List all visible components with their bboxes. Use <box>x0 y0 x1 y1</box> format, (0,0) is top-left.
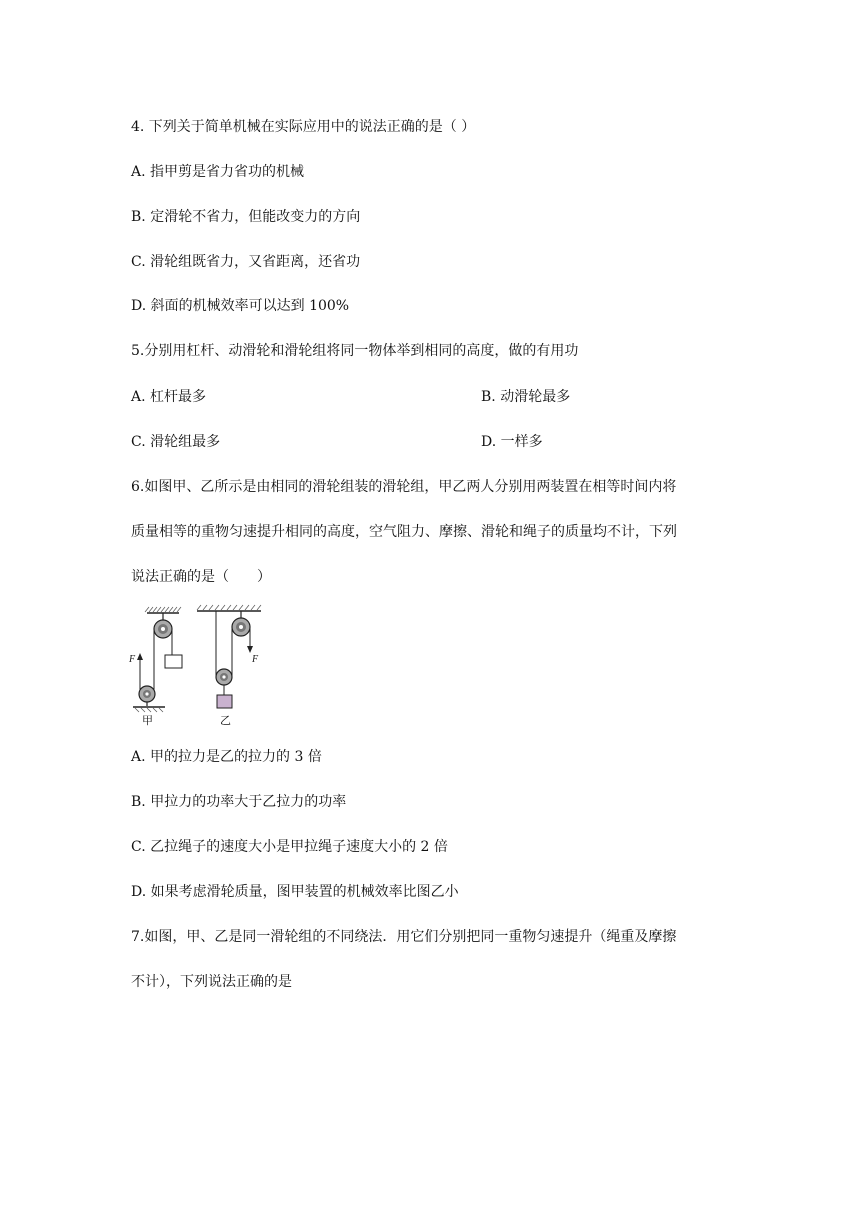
question-7-stem-line-2: 不计），下列说法正确的是 <box>131 974 292 990</box>
pulley-diagram <box>125 603 275 728</box>
question-6-option-d: D. 如果考虑滑轮质量，图甲装置的机械效率比图乙小 <box>131 884 459 900</box>
question-6-stem-line-2: 质量相等的重物匀速提升相同的高度，空气阻力、摩擦、滑轮和绳子的质量均不计，下列 <box>131 524 677 540</box>
question-4-stem: 4. 下列关于简单机械在实际应用中的说法正确的是（ ） <box>131 119 476 135</box>
label-yi: 乙 <box>220 714 231 727</box>
force-label-right: F <box>252 654 259 665</box>
pulley-figure <box>125 603 275 732</box>
question-6-option-b: B. 甲拉力的功率大于乙拉力的功率 <box>131 794 347 810</box>
question-7-stem-line-1: 7.如图，甲、乙是同一滑轮组的不同绕法．用它们分别把同一重物匀速提升（绳重及摩擦 <box>131 929 677 945</box>
question-5-stem: 5.分别用杠杆、动滑轮和滑轮组将同一物体举到相同的高度，做的有用功 <box>131 343 579 359</box>
question-4-option-b: B. 定滑轮不省力，但能改变力的方向 <box>131 209 361 225</box>
force-label-left: F <box>129 654 136 665</box>
question-4-option-a: A. 指甲剪是省力省功的机械 <box>131 164 305 180</box>
question-5-option-a: A. 杠杆最多 <box>131 389 207 405</box>
question-6-stem-line-1: 6.如图甲、乙所示是由相同的滑轮组装的滑轮组，甲乙两人分别用两装置在相等时间内将 <box>131 479 677 495</box>
question-6-option-a: A. 甲的拉力是乙的拉力的 3 倍 <box>131 749 322 765</box>
question-4-option-c: C. 滑轮组既省力，又省距离，还省功 <box>131 254 361 270</box>
question-4-option-d: D. 斜面的机械效率可以达到 100% <box>131 298 350 314</box>
question-5-option-d: D. 一样多 <box>481 434 543 450</box>
question-5-option-c: C. 滑轮组最多 <box>131 434 221 450</box>
label-jia: 甲 <box>142 714 153 727</box>
question-5-option-b: B. 动滑轮最多 <box>481 389 571 405</box>
question-6-option-c: C. 乙拉绳子的速度大小是甲拉绳子速度大小的 2 倍 <box>131 839 448 855</box>
question-6-stem-line-3: 说法正确的是（ ） <box>131 569 271 585</box>
